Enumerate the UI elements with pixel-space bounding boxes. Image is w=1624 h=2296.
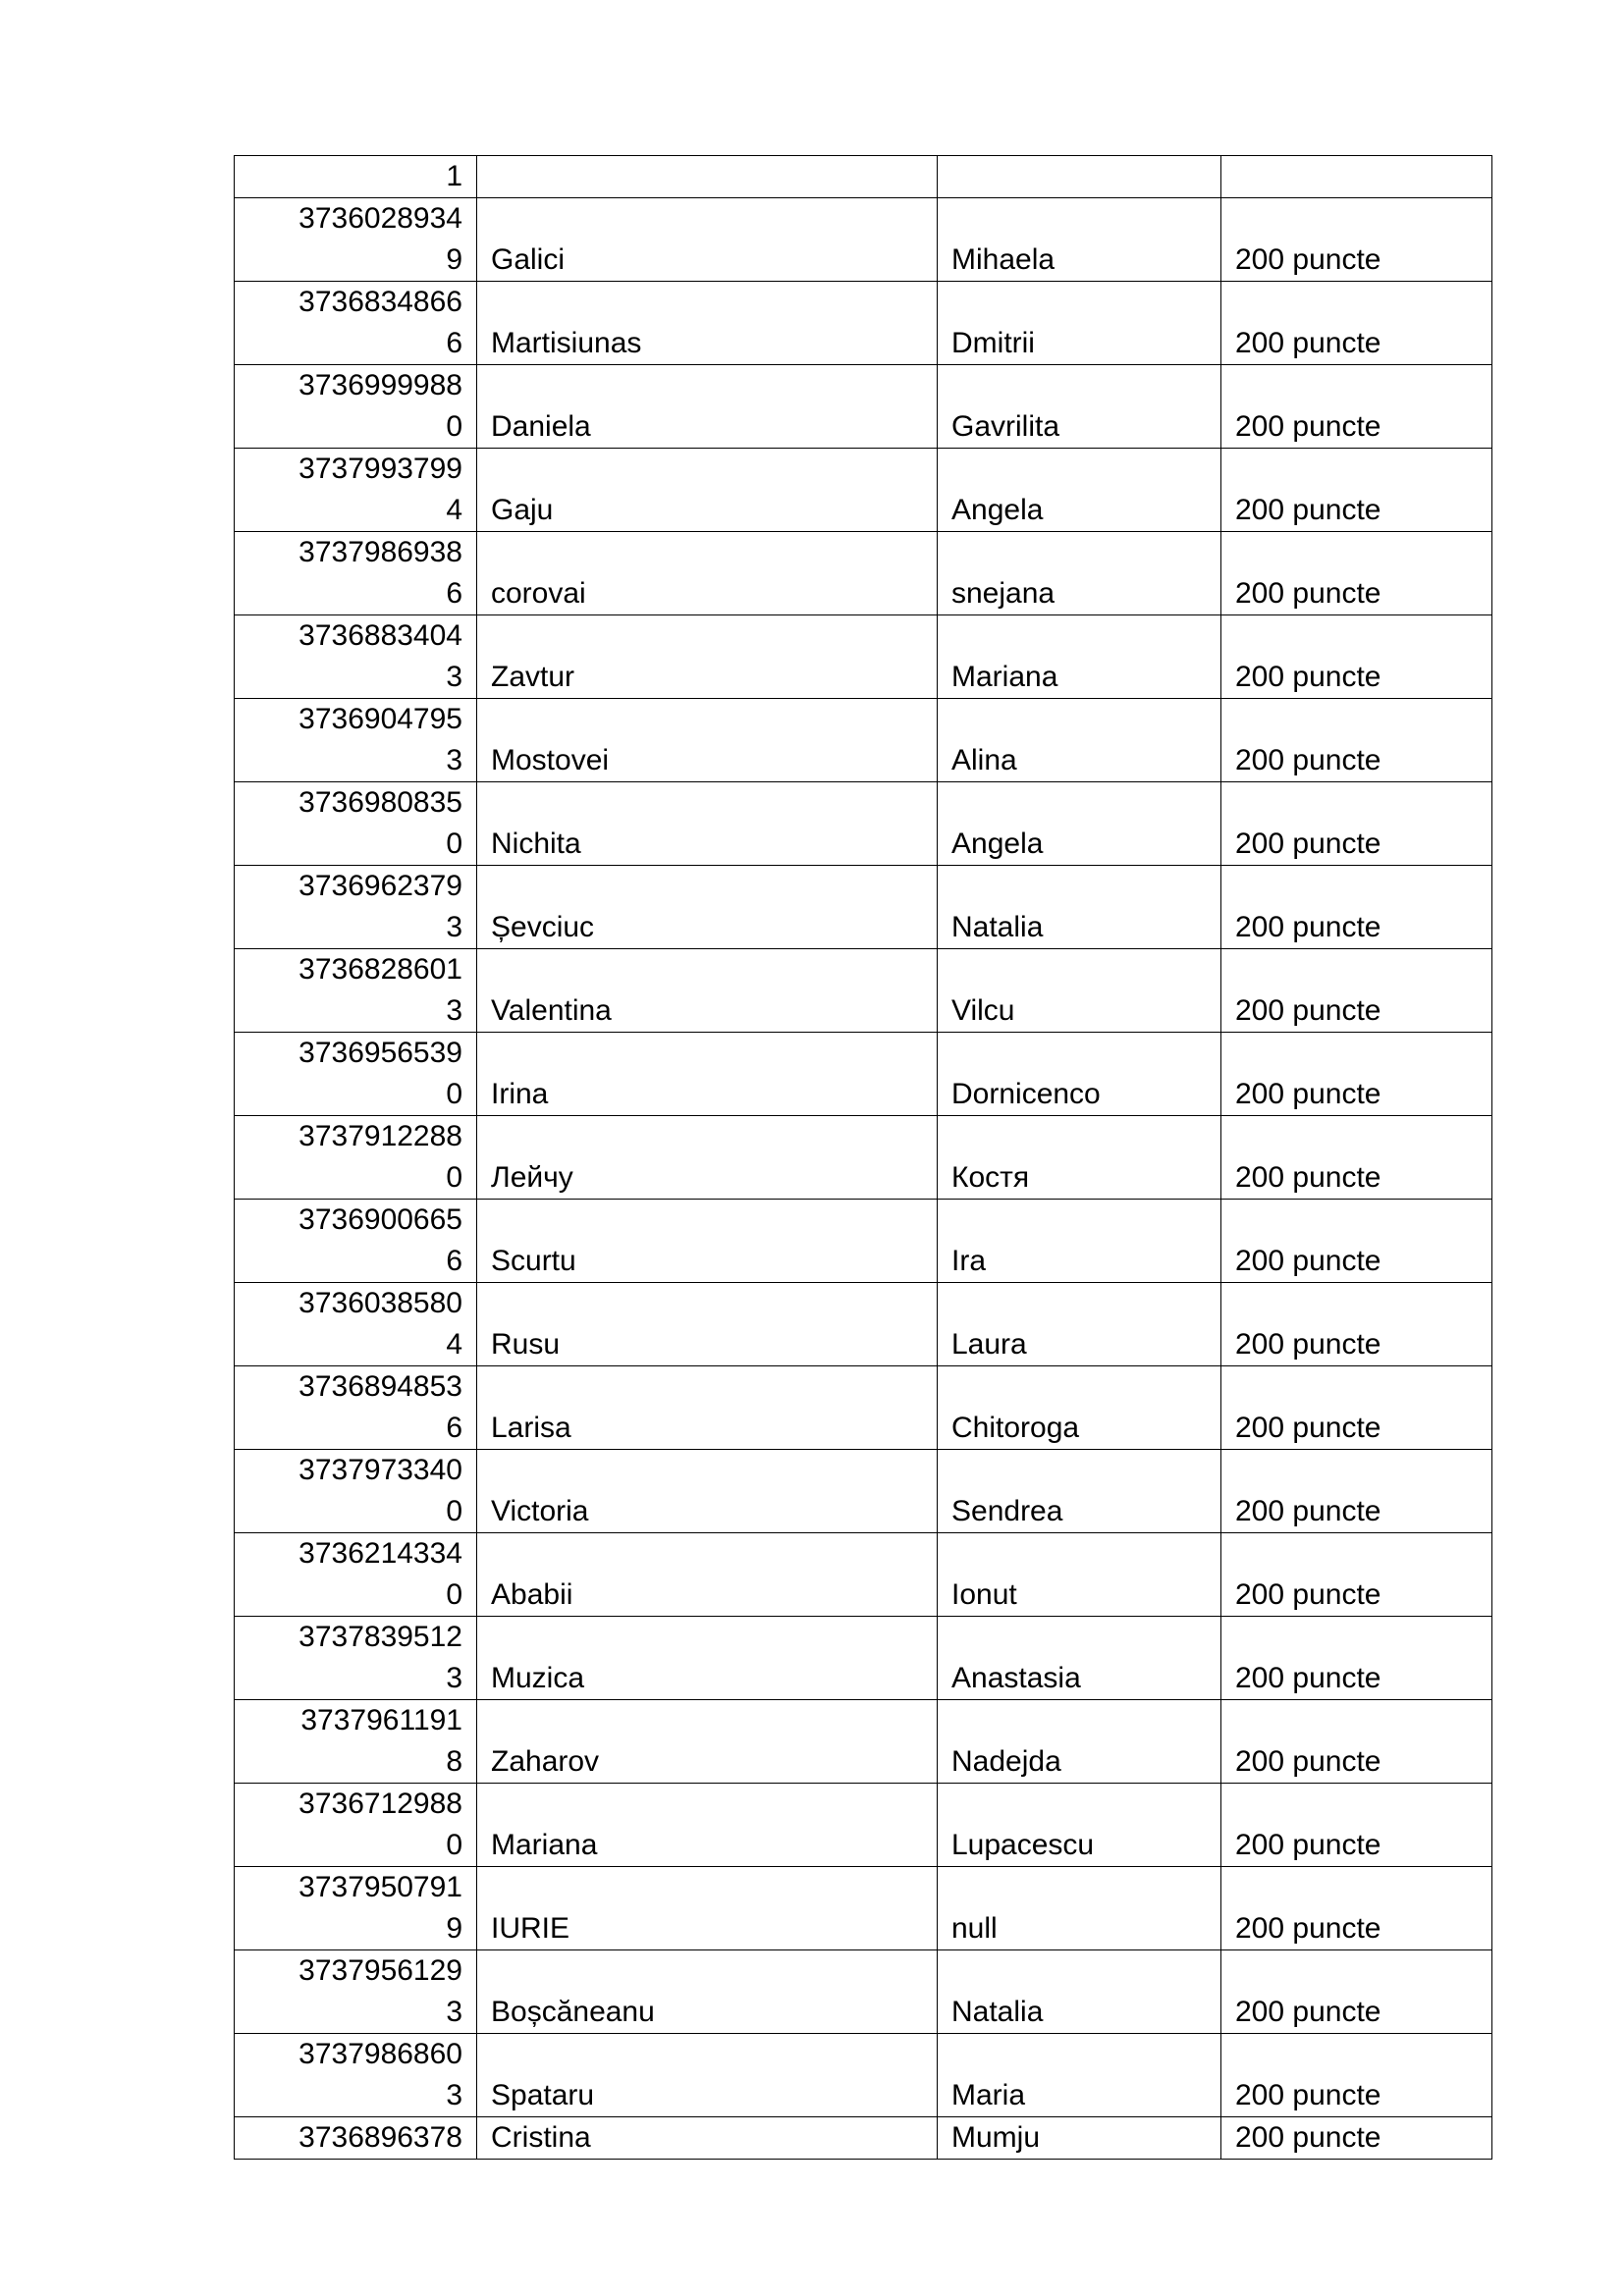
phone-part-bottom: 3 (446, 744, 462, 776)
phone-part-top: 3736904795 (298, 703, 462, 735)
table-row (235, 198, 1492, 282)
cell-name-a: Gaju (477, 449, 938, 532)
cell-name-b: Anastasia (938, 1617, 1221, 1700)
cell-points: 200 puncte (1221, 1617, 1492, 1700)
table-row (235, 1533, 1492, 1617)
cell-name-b: Mihaela (938, 198, 1221, 282)
cell-name-a: Irina (477, 1033, 938, 1116)
cell-points: 200 puncte (1221, 1784, 1492, 1867)
cell-name-a: Martisiunas (477, 282, 938, 365)
table-row (235, 532, 1492, 615)
phone-part-top: 3737986938 (298, 536, 462, 568)
phone-part-top: 3737912288 (298, 1120, 462, 1152)
cell-name-a: Valentina (477, 949, 938, 1033)
table-row (235, 949, 1492, 1033)
phone-part-top: 3736028934 (298, 202, 462, 235)
cell-name-b: Dornicenco (938, 1033, 1221, 1116)
table-row (235, 615, 1492, 699)
cell-phone (235, 1533, 477, 1617)
phone-part-top: 3736956539 (298, 1037, 462, 1069)
cell-points: 200 puncte (1221, 866, 1492, 949)
cell-name-b: Костя (938, 1116, 1221, 1200)
phone-part-bottom: 3 (446, 1662, 462, 1694)
cell-name-a: Zaharov (477, 1700, 938, 1784)
table-row (235, 782, 1492, 866)
table-row (235, 1200, 1492, 1283)
table-row (235, 866, 1492, 949)
phone-part-bottom: 0 (446, 410, 462, 443)
cell-name-a: Rusu (477, 1283, 938, 1366)
cell-phone (235, 1950, 477, 2034)
phone-part-top: 3736999988 (298, 369, 462, 401)
cell-name-b: Mariana (938, 615, 1221, 699)
phone-part-bottom: 8 (446, 1745, 462, 1778)
phone-part-top: 3736962379 (298, 870, 462, 902)
cell-phone (235, 2117, 477, 2160)
phone-part-top: 3737956129 (298, 1954, 462, 1987)
phone-part-bottom: 0 (446, 1078, 462, 1110)
cell-points: 200 puncte (1221, 1033, 1492, 1116)
cell-name-b: Nadejda (938, 1700, 1221, 1784)
cell-phone (235, 1366, 477, 1450)
phone-part-top: 3737973340 (298, 1454, 462, 1486)
cell-phone (235, 615, 477, 699)
phone-part-bottom: 4 (446, 494, 462, 526)
phone-part-top: 3736214334 (298, 1537, 462, 1570)
phone-part-top: 3736038580 (298, 1287, 462, 1319)
phone-part-bottom: 0 (446, 828, 462, 860)
cell-name-b: Ira (938, 1200, 1221, 1283)
phone-part-top: 3736980835 (298, 786, 462, 819)
phone-part-top: 3736894853 (298, 1370, 462, 1403)
cell-points: 200 puncte (1221, 615, 1492, 699)
cell-name-a (477, 156, 938, 198)
cell-name-a: Лейчу (477, 1116, 938, 1200)
cell-name-a: IURIE (477, 1867, 938, 1950)
cell-points: 200 puncte (1221, 1200, 1492, 1283)
table-row (235, 1033, 1492, 1116)
cell-name-a: Mariana (477, 1784, 938, 1867)
table-body (235, 156, 1492, 2160)
cell-points: 200 puncte (1221, 1283, 1492, 1366)
participants-table (234, 155, 1492, 2160)
cell-name-a: Scurtu (477, 1200, 938, 1283)
cell-phone (235, 1116, 477, 1200)
cell-points: 200 puncte (1221, 1366, 1492, 1450)
cell-name-b: Ionut (938, 1533, 1221, 1617)
table-row (235, 1867, 1492, 1950)
table-row (235, 449, 1492, 532)
cell-name-a: Spataru (477, 2034, 938, 2117)
phone-part-bottom: 0 (446, 1495, 462, 1527)
cell-name-a: corovai (477, 532, 938, 615)
cell-name-b: Vilcu (938, 949, 1221, 1033)
cell-points: 200 puncte (1221, 1950, 1492, 2034)
cell-phone (235, 1200, 477, 1283)
cell-name-b: Sendrea (938, 1450, 1221, 1533)
cell-points: 200 puncte (1221, 1700, 1492, 1784)
cell-points: 200 puncte (1221, 1450, 1492, 1533)
table-row (235, 365, 1492, 449)
cell-name-a: Ababii (477, 1533, 938, 1617)
cell-name-b: Chitoroga (938, 1366, 1221, 1450)
phone-part-bottom: 3 (446, 994, 462, 1027)
cell-name-b: null (938, 1867, 1221, 1950)
table-row-last (235, 2117, 1492, 2160)
phone-part-top: 3736834866 (298, 286, 462, 318)
cell-points: 200 puncte (1221, 2034, 1492, 2117)
phone-part-bottom: 0 (446, 1578, 462, 1611)
table-row (235, 1283, 1492, 1366)
phone-part-bottom: 9 (446, 243, 462, 276)
cell-phone (235, 949, 477, 1033)
cell-points: 200 puncte (1221, 449, 1492, 532)
table-row (235, 1950, 1492, 2034)
cell-name-b: Natalia (938, 866, 1221, 949)
cell-name-b: Laura (938, 1283, 1221, 1366)
cell-name-a: Cristina (477, 2117, 938, 2160)
cell-points: 200 puncte (1221, 1533, 1492, 1617)
phone-part-bottom: 0 (446, 1161, 462, 1194)
cell-points: 200 puncte (1221, 699, 1492, 782)
cell-points: 200 puncte (1221, 1116, 1492, 1200)
cell-name-b: Angela (938, 449, 1221, 532)
cell-phone (235, 449, 477, 532)
table-row (235, 699, 1492, 782)
cell-phone (235, 365, 477, 449)
cell-phone (235, 1283, 477, 1366)
cell-phone-text: 1 (446, 160, 462, 192)
table-row (235, 1784, 1492, 1867)
cell-phone (235, 1450, 477, 1533)
cell-points: 200 puncte (1221, 949, 1492, 1033)
phone-part-bottom: 6 (446, 327, 462, 359)
phone-part-bottom: 4 (446, 1328, 462, 1361)
cell-name-b: Gavrilita (938, 365, 1221, 449)
phone-part-top: 3737961191 (300, 1704, 462, 1736)
cell-name-a: Șevciuc (477, 866, 938, 949)
phone-part-bottom: 3 (446, 911, 462, 943)
table-row (235, 1450, 1492, 1533)
cell-name-a: Larisa (477, 1366, 938, 1450)
cell-points (1221, 156, 1492, 198)
cell-phone (235, 532, 477, 615)
table-row (235, 1116, 1492, 1200)
phone-part-top: 3736712988 (298, 1788, 462, 1820)
phone-part-bottom: 6 (446, 1412, 462, 1444)
phone-part-bottom: 3 (446, 2079, 462, 2111)
cell-phone (235, 1700, 477, 1784)
cell-name-a: Zavtur (477, 615, 938, 699)
table-row (235, 282, 1492, 365)
cell-phone (235, 1617, 477, 1700)
cell-name-b: Mumju (938, 2117, 1221, 2160)
phone-part-top: 3737839512 (298, 1621, 462, 1653)
phone-part-bottom: 0 (446, 1829, 462, 1861)
cell-phone (235, 1784, 477, 1867)
cell-name-b: Natalia (938, 1950, 1221, 2034)
cell-phone (235, 282, 477, 365)
table-row (235, 2034, 1492, 2117)
table-row (235, 1366, 1492, 1450)
cell-name-a: Victoria (477, 1450, 938, 1533)
phone-part-top: 3737950791 (298, 1871, 462, 1903)
cell-name-a: Daniela (477, 365, 938, 449)
cell-points: 200 puncte (1221, 198, 1492, 282)
cell-phone (235, 866, 477, 949)
cell-name-a: Mostovei (477, 699, 938, 782)
cell-phone (235, 2034, 477, 2117)
cell-name-b: Alina (938, 699, 1221, 782)
table-row-header (235, 156, 1492, 198)
cell-name-b: Angela (938, 782, 1221, 866)
table-row (235, 1700, 1492, 1784)
cell-phone (235, 782, 477, 866)
cell-phone (235, 1033, 477, 1116)
cell-phone (235, 198, 477, 282)
cell-name-a: Muzica (477, 1617, 938, 1700)
cell-phone (235, 156, 477, 198)
table-row (235, 1617, 1492, 1700)
cell-points: 200 puncte (1221, 282, 1492, 365)
phone-part-bottom: 6 (446, 1245, 462, 1277)
phone-part-top: 3736900665 (298, 1203, 462, 1236)
phone-part-bottom: 3 (446, 1996, 462, 2028)
cell-name-b: Dmitrii (938, 282, 1221, 365)
cell-phone (235, 699, 477, 782)
cell-name-a: Boșcăneanu (477, 1950, 938, 2034)
cell-phone-text: 3736896378 (298, 2121, 462, 2154)
cell-name-b: snejana (938, 532, 1221, 615)
phone-part-bottom: 6 (446, 577, 462, 610)
cell-points: 200 puncte (1221, 1867, 1492, 1950)
phone-part-bottom: 3 (446, 661, 462, 693)
cell-points: 200 puncte (1221, 365, 1492, 449)
cell-name-b (938, 156, 1221, 198)
phone-part-top: 3737986860 (298, 2038, 462, 2070)
cell-points: 200 puncte (1221, 782, 1492, 866)
phone-part-top: 3736828601 (298, 953, 462, 986)
phone-part-top: 3736883404 (298, 619, 462, 652)
cell-phone (235, 1867, 477, 1950)
phone-part-top: 3737993799 (298, 453, 462, 485)
cell-points: 200 puncte (1221, 2117, 1492, 2160)
cell-name-a: Galici (477, 198, 938, 282)
cell-name-a: Nichita (477, 782, 938, 866)
phone-part-bottom: 9 (446, 1912, 462, 1945)
cell-points: 200 puncte (1221, 532, 1492, 615)
cell-name-b: Lupacescu (938, 1784, 1221, 1867)
cell-name-b: Maria (938, 2034, 1221, 2117)
